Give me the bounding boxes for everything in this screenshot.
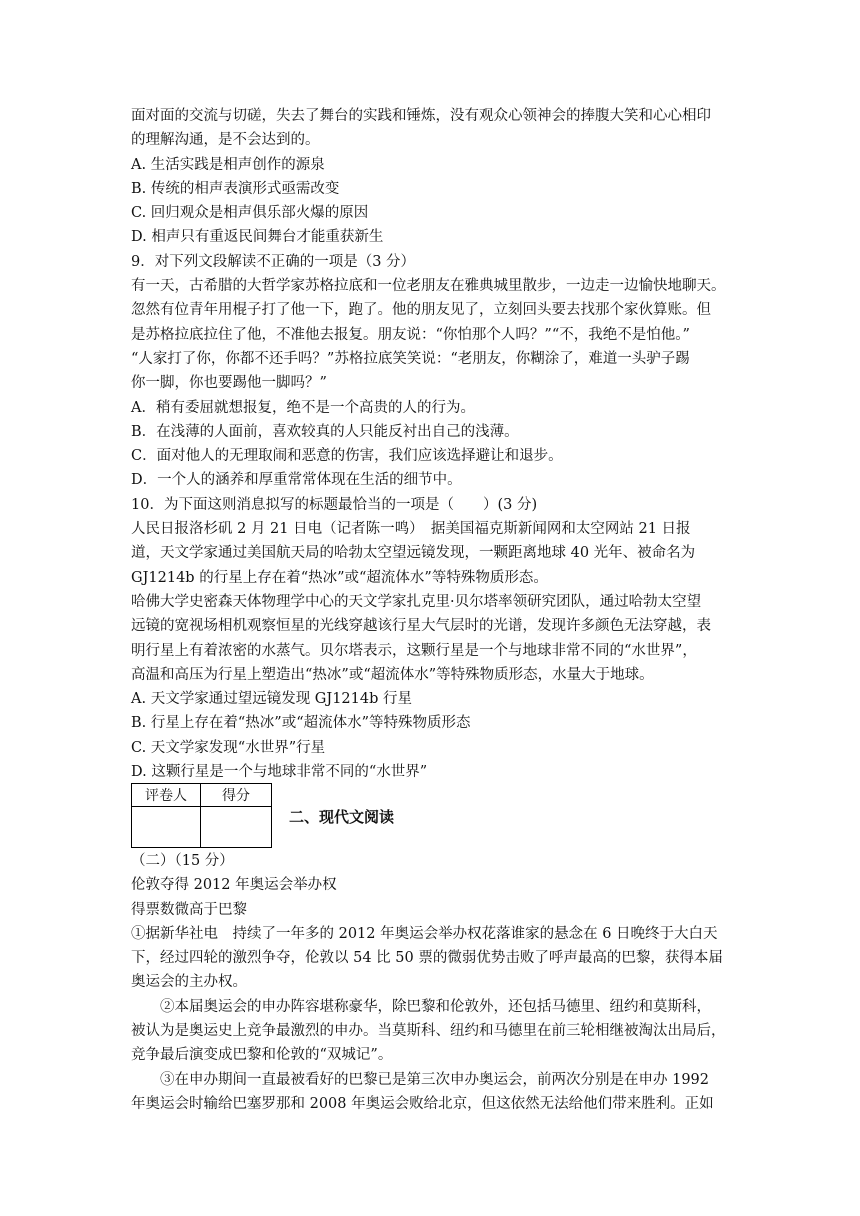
paragraph-line: 竞争最后演变成巴黎和伦敦的“双城记”。 (131, 1047, 393, 1064)
text-line: 是苏格拉底拉住了他，不准他去报复。朋友说：“你怕那个人吗？”“不，我绝不是怕他。” (131, 326, 690, 343)
option-c: C. 回归观众是相声俱乐部火爆的原因 (131, 205, 369, 222)
text-line: 明行星上有着浓密的水蒸气。贝尔塔表示，这颗行星是一个与地球非常不同的“水世界”， (131, 642, 697, 659)
text-line: 有一天，古希腊的大哲学家苏格拉底和一位老朋友在雅典城里散步，一边走一边愉快地聊天。 (131, 278, 726, 295)
question-10-stem: 10．为下面这则消息拟写的标题最恰当的一项是（ ）(3 分) (131, 496, 538, 513)
option-b: B. 行星上存在着“热冰”或“超流体水”等特殊物质形态 (131, 715, 471, 732)
option-c: C. 天文学家发现“水世界”行星 (131, 739, 326, 756)
section-title: 二、现代文阅读 (289, 808, 395, 826)
text-line: 人民日报洛杉矶 2 月 21 日电（记者陈一鸣） 据美国福克斯新闻网和太空网站 21 日报 (131, 521, 691, 538)
question-9-stem: 9．对下列文段解读不正确的一项是（3 分） (131, 253, 416, 270)
text-line: GJ1214b 的行星上存在着“热冰”或“超流体水”等特殊物质形态。 (131, 569, 548, 586)
text-line: 远镜的宽视场相机观察恒星的光线穿越该行星大气层时的光谱，发现许多颜色无法穿越，表 (131, 618, 711, 635)
score-table-header-reviewer: 评卷人 (132, 784, 201, 807)
passage-subsection-label: （二）（15 分） (131, 853, 234, 869)
option-d: D. 相声只有重返民间舞台才能重获新生 (131, 229, 384, 246)
score-table (131, 783, 272, 848)
option-a: A. 天文学家通过望远镜发现 GJ1214b 行星 (131, 691, 412, 708)
option-b: B．在浅薄的人面前，喜欢较真的人只能反衬出自己的浅薄。 (131, 423, 519, 440)
score-table-score-cell (201, 807, 272, 848)
option-b: B. 传统的相声表演形式亟需改变 (131, 180, 340, 197)
paragraph-line: ②本届奥运会的申办阵容堪称豪华，除巴黎和伦敦外，还包括马德里、纽约和莫斯科， (160, 998, 711, 1015)
option-d: D．一个人的涵养和厚重常常体现在生活的细节中。 (131, 472, 462, 489)
reading-passage (131, 849, 737, 1116)
text-line: 哈佛大学史密森天体物理学中心的天文学家扎克里·贝尔塔率领研究团队，通过哈勃太空望 (131, 593, 702, 610)
option-c: C．面对他人的无理取闹和恶意的伤害，我们应该选择避让和退步。 (131, 448, 563, 465)
passage-headline: 伦敦夺得 2012 年奥运会举办权 (131, 877, 337, 894)
paragraph-line: 被认为是奥运史上竞争最激烈的申办。当莫斯科、纽约和马德里在前三轮相继被淘汰出局后， (131, 1023, 726, 1040)
paragraph-line: ①据新华社电 持续了一年多的 2012 年奥运会举办权花落谁家的悬念在 6 日晚终于大白天 (131, 925, 718, 942)
option-a: A. 生活实践是相声创作的源泉 (131, 156, 325, 173)
paragraph-line: 下，经过四轮的激烈争夺，伦敦以 54 比 50 票的微弱优势击败了呼声最高的巴黎，获得本届 (131, 950, 723, 967)
text-line: 高温和高压为行星上塑造出“热冰”或“超流体水”等特殊物质形态，水量大于地球。 (131, 666, 654, 683)
score-table-reviewer-cell (132, 807, 201, 848)
text-line: 忽然有位青年用棍子打了他一下，跑了。他的朋友见了，立刻回头要去找那个家伙算账。但 (131, 302, 711, 319)
text-line: 你一脚，你也要踢他一脚吗？” (131, 375, 327, 392)
text-line: 面对面的交流与切磋，失去了舞台的实践和锤炼，没有观众心领神会的捧腹大笑和心心相印 (131, 108, 711, 124)
text-line: “人家打了你，你都不还手吗？”苏格拉底笑笑说：“老朋友，你糊涂了，难道一头驴子踢 (131, 350, 690, 367)
passage-subheadline: 得票数微高于巴黎 (131, 901, 247, 918)
text-line: 的理解沟通，是不会达到的。 (131, 132, 320, 149)
option-d: D. 这颗行星是一个与地球非常不同的“水世界” (131, 764, 428, 781)
option-a: A．稍有委屈就想报复，绝不是一个高贵的人的行为。 (131, 399, 475, 416)
paragraph-line: 年奥运会时输给巴塞罗那和 2008 年奥运会败给北京，但这依然无法给他们带来胜利。正如 (131, 1095, 714, 1112)
paragraph-line: 奥运会的主办权。 (131, 974, 247, 991)
question-text-upper (131, 104, 737, 784)
text-line: 道，天文学家通过美国航天局的哈勃太空望远镜发现，一颗距离地球 40 光年、被命名为 (131, 545, 696, 562)
paragraph-line: ③在申办期间一直最被看好的巴黎已是第三次申办奥运会，前两次分别是在申办 1992 (160, 1071, 710, 1088)
score-table-header-score: 得分 (201, 784, 272, 807)
